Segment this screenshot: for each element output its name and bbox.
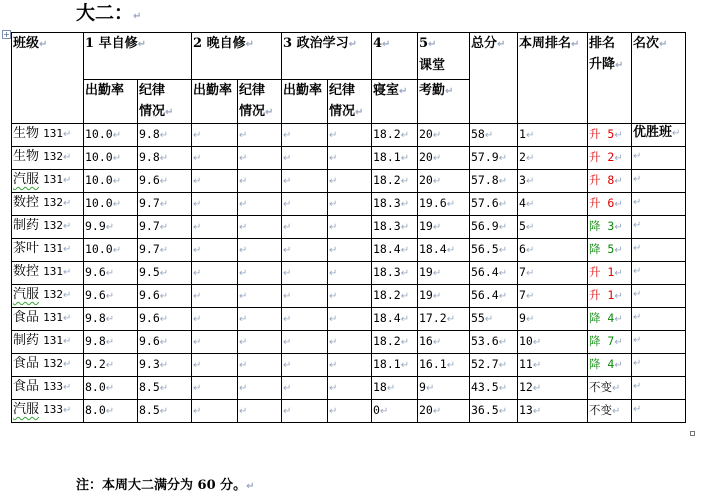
cell-rank: 10↵ (518, 331, 588, 354)
header-political: 3 政治学习↵ (282, 33, 372, 80)
cell-class: 数控 132↵ (12, 193, 84, 216)
cell-rank: 7↵ (518, 285, 588, 308)
cell-rank-change: 降 7↵ (588, 331, 632, 354)
cell-class-attendance: 20↵ (418, 124, 470, 147)
cell-class: 生物 131↵ (12, 124, 84, 147)
cell-total: 56.4↵ (470, 262, 518, 285)
cell-early-attendance: 10.0↵ (84, 124, 138, 147)
cell-place: 优胜班↵ (632, 124, 686, 147)
header-total: 总分↵ (470, 33, 518, 124)
cell-rank: 2↵ (518, 147, 588, 170)
cell-political-discipline: ↵ (328, 354, 372, 377)
cell-place: ↵ (632, 262, 686, 285)
cell-early-discipline: 9.6↵ (138, 285, 192, 308)
header-col5: 5↵ 课堂 (418, 33, 470, 80)
header-class: 班级↵ (12, 33, 84, 124)
cell-evening-attendance: ↵ (192, 400, 238, 423)
cell-class: 汽服 132↵ (12, 285, 84, 308)
header-rank-change: 排名 升降↵ (588, 33, 632, 124)
cell-political-attendance: ↵ (282, 239, 328, 262)
cell-political-discipline: ↵ (328, 308, 372, 331)
cell-place: ↵ (632, 147, 686, 170)
cell-evening-attendance: ↵ (192, 216, 238, 239)
cell-evening-discipline: ↵ (238, 216, 282, 239)
cell-class: 食品 131↵ (12, 308, 84, 331)
cell-evening-attendance: ↵ (192, 239, 238, 262)
cell-rank-change: 降 4↵ (588, 354, 632, 377)
cell-total: 57.8↵ (470, 170, 518, 193)
cell-early-attendance: 10.0↵ (84, 193, 138, 216)
cell-evening-discipline: ↵ (238, 147, 282, 170)
header-col4: 4↵ (372, 33, 418, 80)
cell-political-discipline: ↵ (328, 377, 372, 400)
table-row (12, 170, 686, 193)
cell-place: ↵ (632, 285, 686, 308)
cell-dorm: 18.3↵ (372, 262, 418, 285)
cell-evening-attendance: ↵ (192, 170, 238, 193)
cell-early-discipline: 9.5↵ (138, 262, 192, 285)
cell-political-attendance: ↵ (282, 354, 328, 377)
cell-political-attendance: ↵ (282, 400, 328, 423)
cell-rank: 11↵ (518, 354, 588, 377)
header-political-attendance: 出勤率 (282, 80, 328, 124)
cell-place: ↵ (632, 193, 686, 216)
cell-class-attendance: 20↵ (418, 147, 470, 170)
cell-early-attendance: 10.0↵ (84, 170, 138, 193)
cell-evening-attendance: ↵ (192, 285, 238, 308)
cell-rank-change: 升 2↵ (588, 147, 632, 170)
cell-evening-attendance: ↵ (192, 308, 238, 331)
cell-early-attendance: 8.0↵ (84, 400, 138, 423)
cell-evening-discipline: ↵ (238, 239, 282, 262)
cell-total: 36.5↵ (470, 400, 518, 423)
cell-evening-attendance: ↵ (192, 377, 238, 400)
cell-early-attendance: 9.8↵ (84, 331, 138, 354)
cell-political-attendance: ↵ (282, 285, 328, 308)
cell-early-attendance: 9.9↵ (84, 216, 138, 239)
header-evening-discipline: 纪律 情况↵ (238, 80, 282, 124)
cell-rank: 5↵ (518, 216, 588, 239)
cell-place: ↵ (632, 216, 686, 239)
table-row (12, 400, 686, 423)
header-early-attendance: 出勤率 (84, 80, 138, 124)
cell-early-discipline: 9.3↵ (138, 354, 192, 377)
cell-evening-attendance: ↵ (192, 124, 238, 147)
cell-political-attendance: ↵ (282, 193, 328, 216)
cell-political-attendance: ↵ (282, 216, 328, 239)
header-dorm: 寝室↵ (372, 80, 418, 124)
cell-evening-attendance: ↵ (192, 193, 238, 216)
cell-early-attendance: 9.2↵ (84, 354, 138, 377)
table-row (12, 308, 686, 331)
cell-evening-attendance: ↵ (192, 147, 238, 170)
header-early-study: 1 早自修↵ (84, 33, 192, 80)
cell-class-attendance: 19↵ (418, 262, 470, 285)
cell-rank: 9↵ (518, 308, 588, 331)
cell-class-attendance: 20↵ (418, 400, 470, 423)
cell-rank: 6↵ (518, 239, 588, 262)
cell-political-discipline: ↵ (328, 170, 372, 193)
cell-early-discipline: 9.6↵ (138, 170, 192, 193)
header-place: 名次↵ (632, 33, 686, 124)
cell-dorm: 18.2↵ (372, 285, 418, 308)
header-early-discipline: 纪律 情况↵ (138, 80, 192, 124)
cell-political-discipline: ↵ (328, 147, 372, 170)
table-row (12, 193, 686, 216)
cell-early-discipline: 9.7↵ (138, 193, 192, 216)
cell-rank: 3↵ (518, 170, 588, 193)
cell-evening-discipline: ↵ (238, 400, 282, 423)
cell-class-attendance: 9↵ (418, 377, 470, 400)
cell-political-discipline: ↵ (328, 331, 372, 354)
cell-total: 52.7↵ (470, 354, 518, 377)
cell-rank-change: 降 5↵ (588, 239, 632, 262)
cell-place: ↵ (632, 377, 686, 400)
cell-evening-discipline: ↵ (238, 170, 282, 193)
cell-dorm: 18.4↵ (372, 239, 418, 262)
cell-early-discipline: 9.8↵ (138, 147, 192, 170)
cell-political-attendance: ↵ (282, 124, 328, 147)
cell-class: 食品 133↵ (12, 377, 84, 400)
cell-evening-discipline: ↵ (238, 262, 282, 285)
cell-class-attendance: 19.6↵ (418, 193, 470, 216)
cell-rank: 7↵ (518, 262, 588, 285)
table-row (12, 331, 686, 354)
cell-political-attendance: ↵ (282, 331, 328, 354)
cell-place: ↵ (632, 170, 686, 193)
cell-place: ↵ (632, 354, 686, 377)
cell-early-discipline: 9.8↵ (138, 124, 192, 147)
cell-evening-discipline: ↵ (238, 308, 282, 331)
cell-rank: 13↵ (518, 400, 588, 423)
cell-total: 57.9↵ (470, 147, 518, 170)
table-row (12, 354, 686, 377)
cell-political-attendance: ↵ (282, 308, 328, 331)
cell-early-attendance: 10.0↵ (84, 147, 138, 170)
table-row (12, 147, 686, 170)
cell-place: ↵ (632, 308, 686, 331)
header-class-attendance: 考勤↵ (418, 80, 470, 124)
header-rank: 本周排名↵ (518, 33, 588, 124)
cell-early-attendance: 9.8↵ (84, 308, 138, 331)
cell-rank: 12↵ (518, 377, 588, 400)
cell-evening-attendance: ↵ (192, 262, 238, 285)
cell-class-attendance: 17.2↵ (418, 308, 470, 331)
cell-political-discipline: ↵ (328, 124, 372, 147)
cell-total: 56.4↵ (470, 285, 518, 308)
cell-early-attendance: 10.0↵ (84, 239, 138, 262)
cell-class: 制药 132↵ (12, 216, 84, 239)
cell-rank-change: 升 1↵ (588, 262, 632, 285)
cell-class: 食品 132↵ (12, 354, 84, 377)
cell-rank-change: 升 5↵ (588, 124, 632, 147)
cell-early-attendance: 9.6↵ (84, 262, 138, 285)
cell-rank-change: 降 4↵ (588, 308, 632, 331)
cell-dorm: 0↵ (372, 400, 418, 423)
cell-rank-change: 不变↵ (588, 400, 632, 423)
cell-rank-change: 升 1↵ (588, 285, 632, 308)
cell-total: 53.6↵ (470, 331, 518, 354)
cell-evening-discipline: ↵ (238, 193, 282, 216)
table-row (12, 216, 686, 239)
cell-total: 56.9↵ (470, 216, 518, 239)
cell-class-attendance: 16.1↵ (418, 354, 470, 377)
cell-early-attendance: 9.6↵ (84, 285, 138, 308)
header-evening-attendance: 出勤率 (192, 80, 238, 124)
cell-political-attendance: ↵ (282, 377, 328, 400)
paragraph-mark-icon: ↵ (246, 481, 255, 492)
cell-evening-attendance: ↵ (192, 354, 238, 377)
table-row (12, 377, 686, 400)
cell-class: 汽服 133↵ (12, 400, 84, 423)
cell-rank: 1↵ (518, 124, 588, 147)
cell-early-discipline: 9.7↵ (138, 216, 192, 239)
cell-political-attendance: ↵ (282, 262, 328, 285)
cell-evening-attendance: ↵ (192, 331, 238, 354)
cell-rank-change: 降 3↵ (588, 216, 632, 239)
cell-early-discipline: 9.7↵ (138, 239, 192, 262)
cell-total: 55↵ (470, 308, 518, 331)
cell-class: 制药 131↵ (12, 331, 84, 354)
cell-class: 汽服 131↵ (12, 170, 84, 193)
cell-evening-discipline: ↵ (238, 331, 282, 354)
header-political-discipline: 纪律 情况↵ (328, 80, 372, 124)
cell-place: ↵ (632, 331, 686, 354)
cell-dorm: 18.1↵ (372, 147, 418, 170)
cell-total: 43.5↵ (470, 377, 518, 400)
cell-class-attendance: 16↵ (418, 331, 470, 354)
cell-dorm: 18.1↵ (372, 354, 418, 377)
paragraph-mark-icon: ↵ (133, 11, 142, 22)
cell-total: 58↵ (470, 124, 518, 147)
cell-dorm: 18.3↵ (372, 193, 418, 216)
cell-political-attendance: ↵ (282, 147, 328, 170)
cell-political-discipline: ↵ (328, 216, 372, 239)
footnote: 注：本周大二满分为 60 分。↵ (76, 478, 255, 493)
table-row (12, 262, 686, 285)
score-table (11, 32, 686, 423)
cell-dorm: 18.4↵ (372, 308, 418, 331)
cell-early-discipline: 8.5↵ (138, 377, 192, 400)
cell-rank: 4↵ (518, 193, 588, 216)
cell-place: ↵ (632, 239, 686, 262)
cell-early-attendance: 8.0↵ (84, 377, 138, 400)
cell-rank-change: 升 6↵ (588, 193, 632, 216)
cell-early-discipline: 9.6↵ (138, 308, 192, 331)
cell-rank-change: 升 8↵ (588, 170, 632, 193)
cell-class: 数控 131↵ (12, 262, 84, 285)
cell-place: ↵ (632, 400, 686, 423)
cell-political-discipline: ↵ (328, 239, 372, 262)
cell-class: 茶叶 131↵ (12, 239, 84, 262)
cell-total: 57.6↵ (470, 193, 518, 216)
cell-political-discipline: ↵ (328, 400, 372, 423)
cell-dorm: 18↵ (372, 377, 418, 400)
cell-class-attendance: 19↵ (418, 285, 470, 308)
cell-political-attendance: ↵ (282, 170, 328, 193)
header-evening-study: 2 晚自修↵ (192, 33, 282, 80)
cell-class-attendance: 20↵ (418, 170, 470, 193)
cell-class-attendance: 18.4↵ (418, 239, 470, 262)
cell-class: 生物 132↵ (12, 147, 84, 170)
table-row (12, 124, 686, 147)
cell-early-discipline: 8.5↵ (138, 400, 192, 423)
cell-dorm: 18.2↵ (372, 170, 418, 193)
header-row-1 (12, 33, 686, 80)
table-row (12, 239, 686, 262)
cell-evening-discipline: ↵ (238, 285, 282, 308)
cell-political-discipline: ↵ (328, 285, 372, 308)
cell-evening-discipline: ↵ (238, 124, 282, 147)
cell-rank-change: 不变↵ (588, 377, 632, 400)
table-resize-handle-icon[interactable] (690, 431, 695, 436)
cell-dorm: 18.3↵ (372, 216, 418, 239)
cell-class-attendance: 19↵ (418, 216, 470, 239)
section-title: 大二：↵ (76, 2, 142, 24)
cell-evening-discipline: ↵ (238, 354, 282, 377)
cell-evening-discipline: ↵ (238, 377, 282, 400)
cell-total: 56.5↵ (470, 239, 518, 262)
table-move-handle-icon[interactable]: + (3, 30, 10, 39)
cell-political-discipline: ↵ (328, 193, 372, 216)
cell-political-discipline: ↵ (328, 262, 372, 285)
table-row (12, 285, 686, 308)
cell-early-discipline: 9.6↵ (138, 331, 192, 354)
cell-dorm: 18.2↵ (372, 124, 418, 147)
cell-dorm: 18.2↵ (372, 331, 418, 354)
